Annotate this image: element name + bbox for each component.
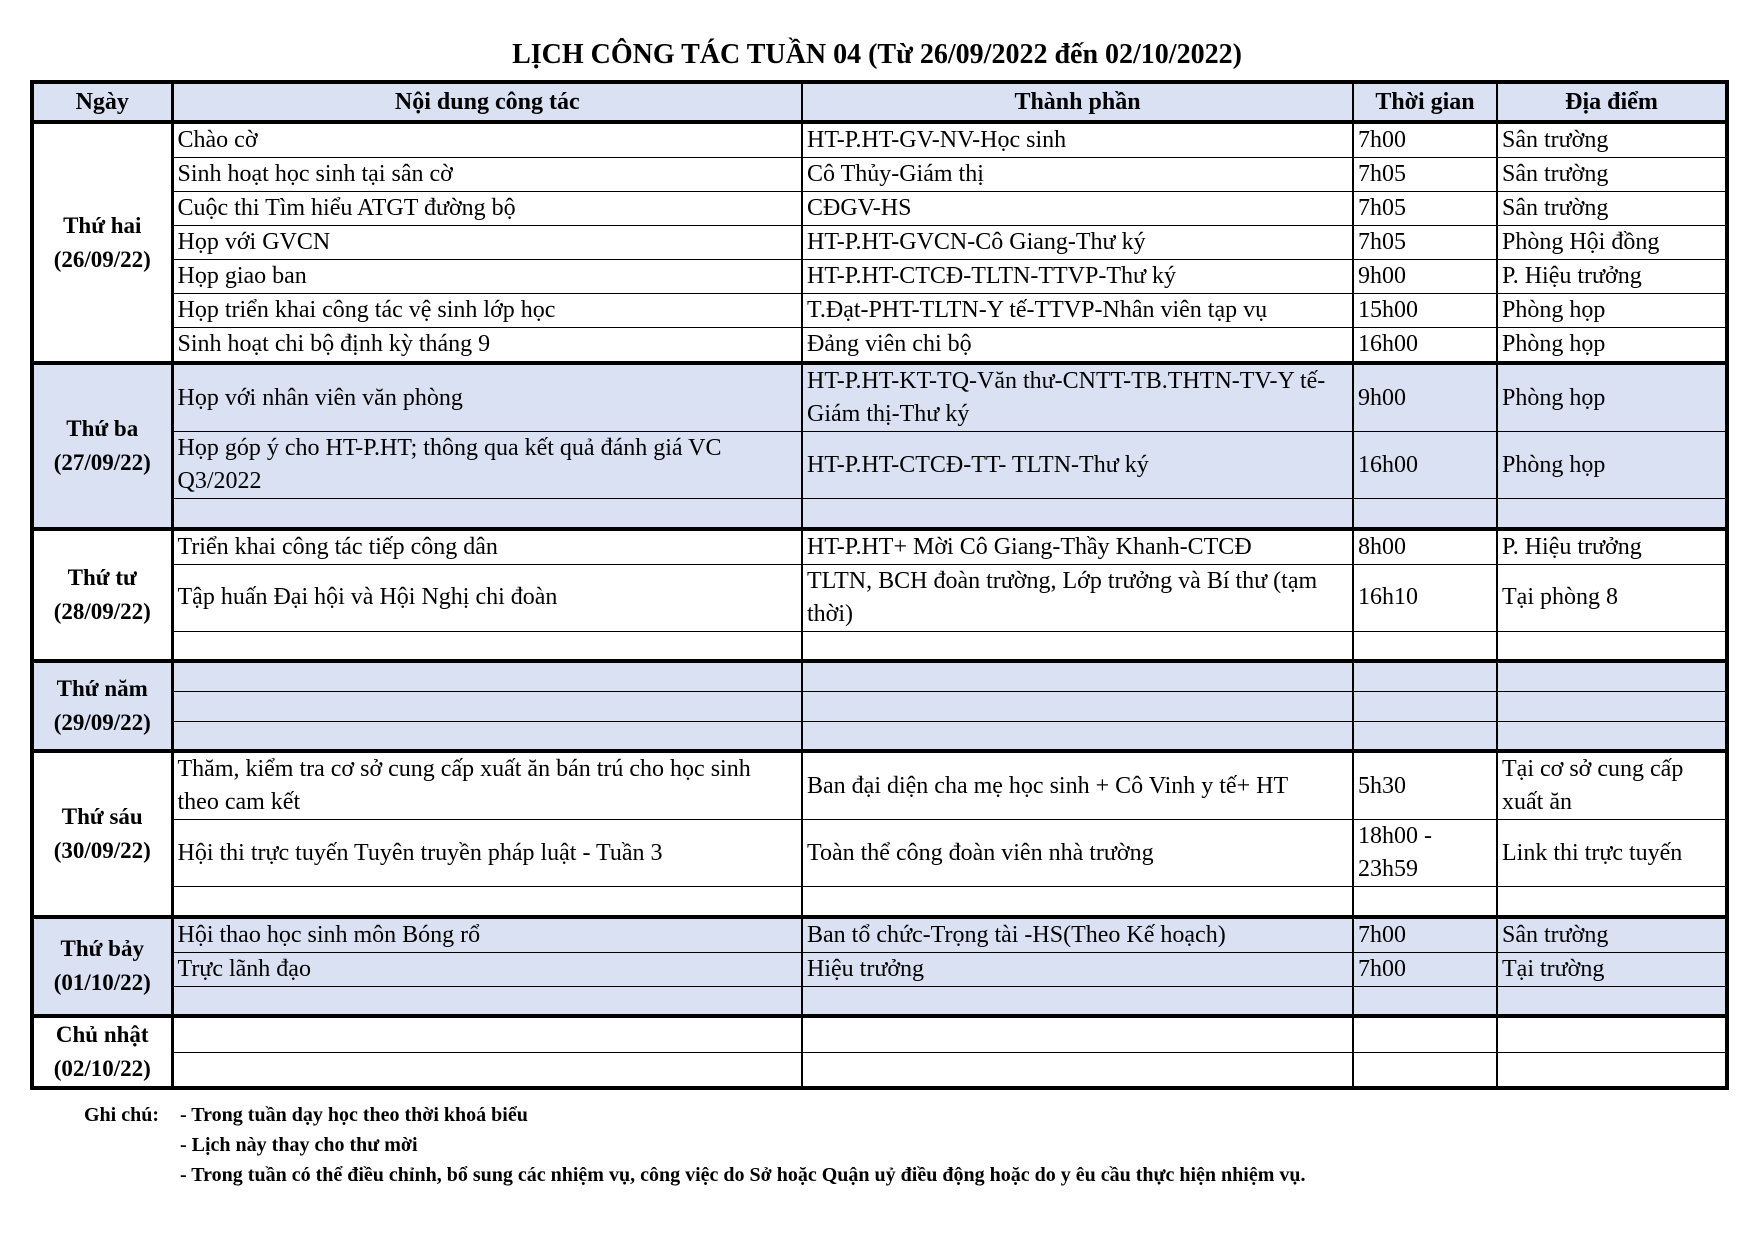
place-cell bbox=[1497, 721, 1727, 751]
members-cell: HT-P.HT+ Mời Cô Giang-Thầy Khanh-CTCĐ bbox=[802, 529, 1353, 565]
place-cell: Link thi trực tuyến bbox=[1497, 820, 1727, 887]
members-cell: HT-P.HT-CTCĐ-TT- TLTN-Thư ký bbox=[802, 432, 1353, 499]
content-cell bbox=[172, 1052, 802, 1088]
members-cell bbox=[802, 499, 1353, 529]
content-cell: Triển khai công tác tiếp công dân bbox=[172, 529, 802, 565]
table-row bbox=[32, 721, 1727, 751]
table-row bbox=[32, 499, 1727, 529]
content-cell bbox=[172, 499, 802, 529]
time-cell bbox=[1353, 1052, 1497, 1088]
page-title: LỊCH CÔNG TÁC TUẦN 04 (Từ 26/09/2022 đến 02/10/2022) bbox=[512, 39, 1242, 70]
place-cell bbox=[1497, 691, 1727, 721]
table-row bbox=[32, 564, 1727, 631]
table-row bbox=[32, 432, 1727, 499]
members-cell bbox=[802, 631, 1353, 661]
place-cell: Sân trường bbox=[1497, 917, 1727, 953]
table-row bbox=[32, 1016, 1727, 1052]
time-cell: 7h00 bbox=[1353, 917, 1497, 953]
place-cell bbox=[1497, 661, 1727, 691]
time-cell: 7h05 bbox=[1353, 192, 1497, 226]
place-cell bbox=[1497, 631, 1727, 661]
content-cell: Sinh hoạt chi bộ định kỳ tháng 9 bbox=[172, 328, 802, 364]
header-time: Thời gian bbox=[1353, 82, 1497, 122]
members-cell bbox=[802, 691, 1353, 721]
note-line: - Trong tuần có thể điều chỉnh, bổ sung các nhiệm vụ, công việc do Sở hoặc Quận uỷ điều động hoặc do y êu cầu thực hiện nhiệm vụ. bbox=[180, 1164, 1306, 1186]
table-row bbox=[32, 917, 1727, 953]
time-cell: 16h10 bbox=[1353, 564, 1497, 631]
time-cell: 9h00 bbox=[1353, 260, 1497, 294]
day-cell bbox=[32, 661, 172, 751]
members-cell: Cô Thủy-Giám thị bbox=[802, 158, 1353, 192]
content-cell bbox=[172, 887, 802, 917]
time-cell: 7h00 bbox=[1353, 952, 1497, 986]
day-name: Thứ tư bbox=[67, 564, 137, 590]
header-members: Thành phần bbox=[802, 82, 1353, 122]
members-cell: Toàn thể công đoàn viên nhà trường bbox=[802, 820, 1353, 887]
table-row bbox=[32, 691, 1727, 721]
place-cell: Sân trường bbox=[1497, 192, 1727, 226]
content-cell bbox=[172, 721, 802, 751]
time-cell: 9h00 bbox=[1353, 363, 1497, 432]
table-row bbox=[32, 661, 1727, 691]
day-date: (01/10/22) bbox=[53, 970, 151, 996]
time-cell bbox=[1353, 721, 1497, 751]
place-cell: Tại phòng 8 bbox=[1497, 564, 1727, 631]
content-cell: Tập huấn Đại hội và Hội Nghị chi đoàn bbox=[172, 564, 802, 631]
time-cell: 7h05 bbox=[1353, 158, 1497, 192]
content-cell: Họp với nhân viên văn phòng bbox=[172, 363, 802, 432]
table-row bbox=[32, 260, 1727, 294]
place-cell: Tại trường bbox=[1497, 952, 1727, 986]
day-date: (30/09/22) bbox=[53, 837, 151, 863]
day-cell bbox=[32, 363, 172, 529]
table-row bbox=[32, 820, 1727, 887]
place-cell bbox=[1497, 986, 1727, 1016]
time-cell bbox=[1353, 631, 1497, 661]
day-name: Thứ ba bbox=[66, 415, 139, 441]
header-day: Ngày bbox=[32, 82, 172, 122]
time-cell: 15h00 bbox=[1353, 294, 1497, 328]
day-name: Chủ nhật bbox=[55, 1022, 149, 1047]
time-cell bbox=[1353, 1016, 1497, 1052]
content-cell: Hội thi trực tuyến Tuyên truyền pháp luật - Tuần 3 bbox=[172, 820, 802, 887]
notes-lines bbox=[180, 1100, 1680, 1190]
day-date: (26/09/22) bbox=[53, 246, 151, 272]
members-cell bbox=[802, 986, 1353, 1016]
day-cell bbox=[32, 751, 172, 917]
content-cell bbox=[172, 986, 802, 1016]
table-row bbox=[32, 122, 1727, 158]
members-cell: Đảng viên chi bộ bbox=[802, 328, 1353, 364]
members-cell bbox=[802, 721, 1353, 751]
day-date: (29/09/22) bbox=[53, 710, 151, 735]
table-row bbox=[32, 158, 1727, 192]
members-cell: CĐGV-HS bbox=[802, 192, 1353, 226]
content-cell: Hội thao học sinh môn Bóng rổ bbox=[172, 917, 802, 953]
note-line: - Trong tuần dạy học theo thời khoá biểu bbox=[180, 1104, 528, 1126]
table-row bbox=[32, 226, 1727, 260]
table-row bbox=[32, 751, 1727, 820]
time-cell: 7h00 bbox=[1353, 122, 1497, 158]
place-cell bbox=[1497, 1052, 1727, 1088]
time-cell: 7h05 bbox=[1353, 226, 1497, 260]
time-cell bbox=[1353, 499, 1497, 529]
members-cell: HT-P.HT-GV-NV-Học sinh bbox=[802, 122, 1353, 158]
day-date: (27/09/22) bbox=[53, 449, 151, 475]
place-cell: Sân trường bbox=[1497, 158, 1727, 192]
content-cell: Họp góp ý cho HT-P.HT; thông qua kết quả đánh giá VC Q3/2022 bbox=[172, 432, 802, 499]
content-cell bbox=[172, 1016, 802, 1052]
time-cell: 5h30 bbox=[1353, 751, 1497, 820]
time-cell: 16h00 bbox=[1353, 432, 1497, 499]
place-cell: Phòng Hội đồng bbox=[1497, 226, 1727, 260]
table-row bbox=[32, 952, 1727, 986]
place-cell: Phòng họp bbox=[1497, 294, 1727, 328]
place-cell bbox=[1497, 887, 1727, 917]
members-cell: Hiệu trưởng bbox=[802, 952, 1353, 986]
table-row bbox=[32, 529, 1727, 565]
time-cell bbox=[1353, 986, 1497, 1016]
members-cell: Ban đại diện cha mẹ học sinh + Cô Vinh y tế+ HT bbox=[802, 751, 1353, 820]
place-cell: P. Hiệu trưởng bbox=[1497, 260, 1727, 294]
members-cell bbox=[802, 887, 1353, 917]
content-cell: Họp giao ban bbox=[172, 260, 802, 294]
content-cell: Trực lãnh đạo bbox=[172, 952, 802, 986]
schedule-body bbox=[32, 122, 1727, 1088]
content-cell: Cuộc thi Tìm hiểu ATGT đường bộ bbox=[172, 192, 802, 226]
time-cell bbox=[1353, 887, 1497, 917]
members-cell: TLTN, BCH đoàn trường, Lớp trưởng và Bí thư (tạm thời) bbox=[802, 564, 1353, 631]
content-cell bbox=[172, 691, 802, 721]
schedule-table bbox=[30, 80, 1729, 1090]
members-cell: HT-P.HT-KT-TQ-Văn thư-CNTT-TB.THTN-TV-Y tế-Giám thị-Thư ký bbox=[802, 363, 1353, 432]
header-place: Địa điểm bbox=[1497, 82, 1727, 122]
place-cell: Phòng họp bbox=[1497, 363, 1727, 432]
table-row bbox=[32, 887, 1727, 917]
place-cell: Phòng họp bbox=[1497, 328, 1727, 364]
members-cell bbox=[802, 661, 1353, 691]
day-name: Thứ sáu bbox=[61, 803, 143, 829]
table-row bbox=[32, 1052, 1727, 1088]
members-cell bbox=[802, 1052, 1353, 1088]
table-row bbox=[32, 192, 1727, 226]
content-cell bbox=[172, 631, 802, 661]
place-cell: Sân trường bbox=[1497, 122, 1727, 158]
day-date: (28/09/22) bbox=[53, 598, 151, 624]
day-name: Thứ bảy bbox=[60, 936, 144, 962]
place-cell: Phòng họp bbox=[1497, 432, 1727, 499]
day-cell bbox=[32, 1016, 172, 1088]
time-cell: 18h00 - 23h59 bbox=[1353, 820, 1497, 887]
table-row bbox=[32, 328, 1727, 364]
content-cell: Chào cờ bbox=[172, 122, 802, 158]
members-cell: Ban tổ chức-Trọng tài -HS(Theo Kế hoạch) bbox=[802, 917, 1353, 953]
content-cell: Sinh hoạt học sinh tại sân cờ bbox=[172, 158, 802, 192]
members-cell bbox=[802, 1016, 1353, 1052]
members-cell: T.Đạt-PHT-TLTN-Y tế-TTVP-Nhân viên tạp vụ bbox=[802, 294, 1353, 328]
time-cell: 16h00 bbox=[1353, 328, 1497, 364]
note-line: - Lịch này thay cho thư mời bbox=[180, 1134, 418, 1156]
place-cell bbox=[1497, 499, 1727, 529]
day-name: Thứ hai bbox=[63, 212, 142, 238]
content-cell: Thăm, kiểm tra cơ sở cung cấp xuất ăn bán trú cho học sinh theo cam kết bbox=[172, 751, 802, 820]
content-cell: Họp triển khai công tác vệ sinh lớp học bbox=[172, 294, 802, 328]
place-cell: Tại cơ sở cung cấp xuất ăn bbox=[1497, 751, 1727, 820]
day-name: Thứ năm bbox=[56, 676, 148, 701]
table-row bbox=[32, 294, 1727, 328]
day-date: (02/10/22) bbox=[53, 1056, 151, 1081]
place-cell bbox=[1497, 1016, 1727, 1052]
content-cell: Họp với GVCN bbox=[172, 226, 802, 260]
table-row bbox=[32, 631, 1727, 661]
header-content: Nội dung công tác bbox=[172, 82, 802, 122]
table-row bbox=[32, 363, 1727, 432]
table-row bbox=[32, 986, 1727, 1016]
members-cell: HT-P.HT-CTCĐ-TLTN-TTVP-Thư ký bbox=[802, 260, 1353, 294]
notes-label: Ghi chú: bbox=[84, 1104, 160, 1126]
time-cell bbox=[1353, 661, 1497, 691]
time-cell: 8h00 bbox=[1353, 529, 1497, 565]
header-row bbox=[32, 82, 1727, 122]
members-cell: HT-P.HT-GVCN-Cô Giang-Thư ký bbox=[802, 226, 1353, 260]
content-cell bbox=[172, 661, 802, 691]
place-cell: P. Hiệu trưởng bbox=[1497, 529, 1727, 565]
day-cell bbox=[32, 122, 172, 363]
day-cell bbox=[32, 917, 172, 1017]
time-cell bbox=[1353, 691, 1497, 721]
day-cell bbox=[32, 529, 172, 662]
